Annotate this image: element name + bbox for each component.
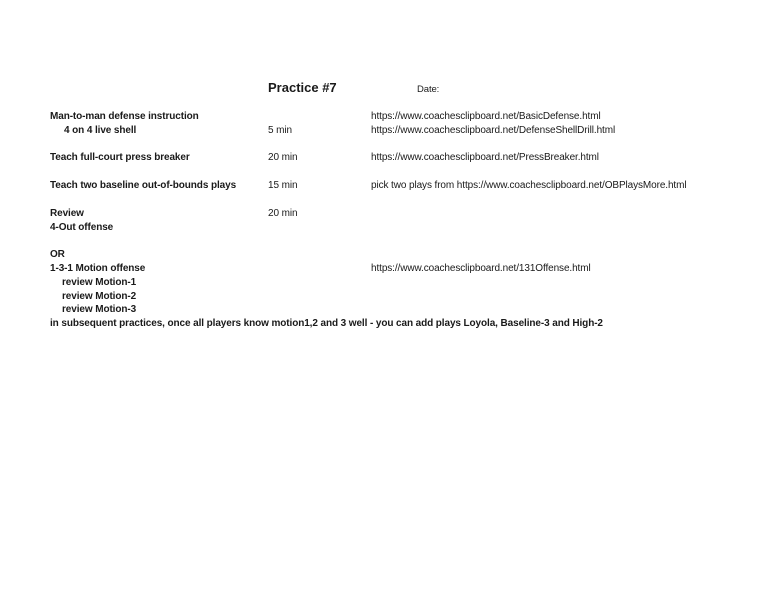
press-breaker-link[interactable]: https://www.coachesclipboard.net/PressBreaker.html [371, 152, 599, 163]
date-label: Date: [417, 84, 440, 95]
defense-shell-drill-link[interactable]: https://www.coachesclipboard.net/DefenseShellDrill.html [371, 125, 616, 136]
motion-offense-label: 1-3-1 Motion offense [50, 263, 146, 274]
review-motion-2-label: review Motion-2 [62, 291, 137, 302]
or-label: OR [50, 249, 65, 260]
baseline-plays-label: Teach two baseline out-of-bounds plays [50, 180, 237, 191]
man-to-man-defense-label: Man-to-man defense instruction [50, 111, 199, 122]
review-motion-1-label: review Motion-1 [62, 277, 137, 288]
baseline-plays-time: 15 min [268, 180, 298, 191]
basic-defense-link[interactable]: https://www.coachesclipboard.net/BasicDefense.html [371, 111, 601, 122]
ob-plays-note[interactable]: pick two plays from https://www.coachesclipboard.net/OBPlaysMore.html [371, 180, 687, 191]
four-out-offense-label: 4-Out offense [50, 222, 114, 233]
live-shell-time: 5 min [268, 125, 292, 136]
subsequent-practices-note: in subsequent practices, once all players know motion1,2 and 3 well - you can add plays Loyola, Baseline-3 and High-2 [50, 318, 603, 329]
press-breaker-time: 20 min [268, 152, 298, 163]
motion-offense-link[interactable]: https://www.coachesclipboard.net/131Offense.html [371, 263, 591, 274]
press-breaker-label: Teach full-court press breaker [50, 152, 190, 163]
review-time: 20 min [268, 208, 298, 219]
page-title: Practice #7 [268, 80, 337, 95]
live-shell-label: 4 on 4 live shell [64, 125, 137, 136]
review-label: Review [50, 208, 84, 219]
review-motion-3-label: review Motion-3 [62, 304, 137, 315]
